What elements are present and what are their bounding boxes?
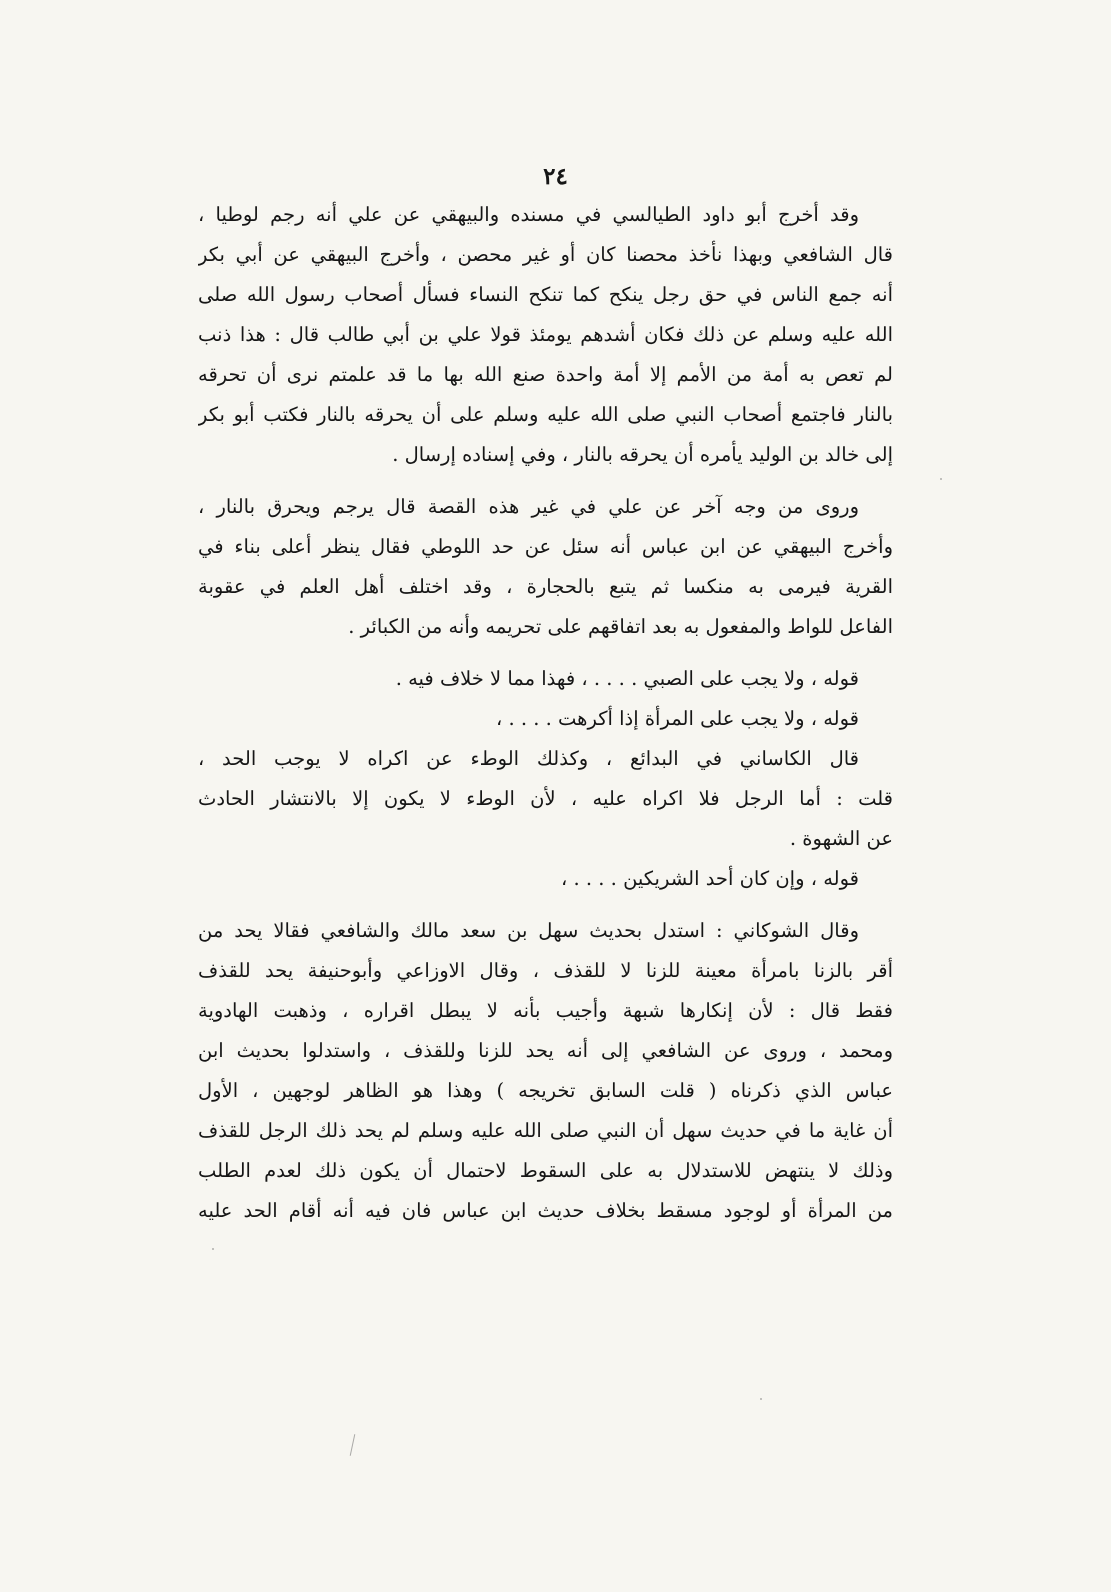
paragraph-2-line-3: القرية فيرمى به منكسا ثم يتبع بالحجارة ، وقد اختلف أهل العلم في عقوبة <box>198 575 893 598</box>
paragraph-3-line-5: عن الشهوة . <box>789 827 893 850</box>
paragraph-4-line-8: من المرأة أو لوجود مسقط بخلاف حديث ابن عباس فان فيه أنه أقام الحد عليه <box>198 1199 893 1222</box>
paragraph-gap <box>198 475 893 487</box>
paragraph-1-line-6: بالنار فاجتمع أصحاب النبي صلى الله عليه وسلم على أن يحرقه بالنار فكتب أبو بكر <box>198 403 893 426</box>
scan-speck <box>760 1398 762 1400</box>
paragraph-4-line-6: أن غاية ما في حديث سهل أن النبي صلى الله عليه وسلم لم يحد ذلك الرجل للقذف <box>198 1119 893 1142</box>
page-body <box>198 195 893 1231</box>
page-number: ٢٤ <box>543 163 568 190</box>
paragraph-1-line-2: قال الشافعي وبهذا نأخذ محصنا كان أو غير محصن ، وأخرج البيهقي عن أبي بكر <box>198 243 893 266</box>
paragraph-4-line-4: ومحمد ، وروى عن الشافعي إلى أنه يحد للزنا وللقذف ، واستدلوا بحديث ابن <box>198 1039 893 1062</box>
paragraph-4-line-7: وذلك لا ينتهض للاستدلال به على السقوط لاحتمال أن يكون ذلك لعدم الطلب <box>198 1159 893 1182</box>
paragraph-2-line-2: وأخرج البيهقي عن ابن عباس أنه سئل عن حد اللوطي فقال ينظر أعلى بناء في <box>198 535 893 558</box>
paragraph-1-line-7: إلى خالد بن الوليد يأمره أن يحرقه بالنار ، وفي إسناده إرسال . <box>392 443 893 466</box>
paragraph-1-line-4: الله عليه وسلم عن ذلك فكان أشدهم يومئذ قولا علي بن أبي طالب قال : هذا ذنب <box>198 323 893 346</box>
paragraph-3-line-2: قوله ، ولا يجب على المرأة إذا أكرهت . . . . ، <box>495 707 859 730</box>
paragraph-3-line-4: قلت : أما الرجل فلا اكراه عليه ، لأن الوطء لا يكون إلا بالانتشار الحادث <box>198 787 893 810</box>
paragraph-4-line-1: وقال الشوكاني : استدل بحديث سهل بن سعد مالك والشافعي فقالا يحد من <box>198 919 859 942</box>
paragraph-4-line-3: فقط قال : لأن إنكارها شبهة وأجيب بأنه لا يبطل اقراره ، وذهبت الهادوية <box>198 999 893 1022</box>
paragraph-3-line-1: قوله ، ولا يجب على الصبي . . . . ، فهذا مما لا خلاف فيه . <box>395 667 859 690</box>
scan-speck <box>940 478 942 480</box>
paragraph-1-line-1: وقد أخرج أبو داود الطيالسي في مسنده والبيهقي عن علي أنه رجم لوطيا ، <box>198 203 859 226</box>
paragraph-3-line-3: قال الكاساني في البدائع ، وكذلك الوطء عن اكراه لا يوجب الحد ، <box>198 747 859 770</box>
paragraph-4-line-2: أقر بالزنا بامرأة معينة للزنا لا للقذف ، وقال الاوزاعي وأبوحنيفة يحد للقذف <box>198 959 893 982</box>
paragraph-gap <box>198 899 893 911</box>
scan-speck <box>212 1248 214 1250</box>
paragraph-1-line-3: أنه جمع الناس في حق رجل ينكح كما تنكح النساء فسأل أصحاب رسول الله صلى <box>198 283 893 306</box>
paragraph-gap <box>198 647 893 659</box>
paragraph-3-line-6: قوله ، وإن كان أحد الشريكين . . . . ، <box>560 867 859 890</box>
paragraph-4-line-5: عباس الذي ذكرناه ( قلت السابق تخريجه ) وهذا هو الظاهر لوجهين ، الأول <box>198 1079 893 1102</box>
paragraph-2-line-4: الفاعل للواط والمفعول به بعد اتفاقهم على تحريمه وأنه من الكبائر . <box>348 615 893 638</box>
scan-scratch <box>350 1434 356 1456</box>
paragraph-2-line-1: وروى من وجه آخر عن علي في غير هذه القصة قال يرجم ويحرق بالنار ، <box>198 495 859 518</box>
paragraph-1-line-5: لم تعص به أمة من الأمم إلا أمة واحدة صنع الله بها ما قد علمتم نرى أن تحرقه <box>198 363 893 386</box>
